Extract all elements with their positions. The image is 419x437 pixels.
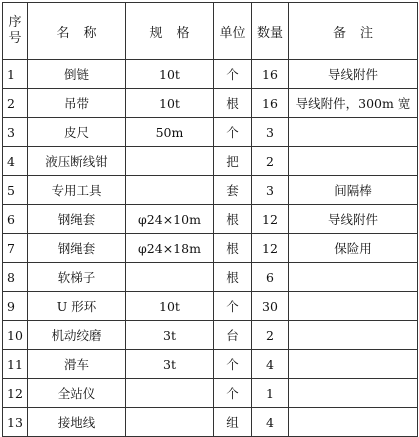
cell-seq: 7 <box>3 234 28 263</box>
cell-remark: 导线附件 <box>289 205 418 234</box>
cell-unit: 个 <box>214 118 252 147</box>
cell-name: 机动绞磨 <box>28 321 126 350</box>
table-row <box>3 147 418 176</box>
cell-seq: 2 <box>3 89 28 118</box>
cell-name: 倒链 <box>28 60 126 89</box>
cell-qty: 1 <box>252 379 289 408</box>
cell-name: 吊带 <box>28 89 126 118</box>
cell-spec <box>126 263 214 292</box>
header-name: 名称 <box>28 3 126 60</box>
cell-unit: 把 <box>214 147 252 176</box>
table-row <box>3 321 418 350</box>
cell-qty: 3 <box>252 118 289 147</box>
cell-unit: 套 <box>214 176 252 205</box>
cell-spec: φ24×18m <box>126 234 214 263</box>
cell-qty: 30 <box>252 292 289 321</box>
table-row <box>3 205 418 234</box>
tools-table-container <box>2 2 418 437</box>
cell-qty: 16 <box>252 60 289 89</box>
cell-spec: 3t <box>126 321 214 350</box>
cell-remark <box>289 118 418 147</box>
cell-remark <box>289 147 418 176</box>
header-remark: 备注 <box>289 3 418 60</box>
table-row <box>3 234 418 263</box>
table-row <box>3 89 418 118</box>
cell-qty: 4 <box>252 408 289 437</box>
table-row <box>3 176 418 205</box>
cell-remark <box>289 408 418 437</box>
table-row <box>3 292 418 321</box>
cell-spec: 10t <box>126 292 214 321</box>
cell-qty: 16 <box>252 89 289 118</box>
cell-spec <box>126 379 214 408</box>
cell-spec: φ24×10m <box>126 205 214 234</box>
cell-unit: 台 <box>214 321 252 350</box>
cell-remark <box>289 350 418 379</box>
tools-table <box>2 2 418 437</box>
cell-spec <box>126 176 214 205</box>
cell-name: 皮尺 <box>28 118 126 147</box>
cell-remark <box>289 292 418 321</box>
cell-name: 滑车 <box>28 350 126 379</box>
cell-spec <box>126 408 214 437</box>
cell-name: 全站仪 <box>28 379 126 408</box>
cell-seq: 11 <box>3 350 28 379</box>
cell-spec: 10t <box>126 60 214 89</box>
cell-name: 液压断线钳 <box>28 147 126 176</box>
cell-seq: 4 <box>3 147 28 176</box>
cell-spec <box>126 147 214 176</box>
cell-name: 软梯子 <box>28 263 126 292</box>
cell-seq: 8 <box>3 263 28 292</box>
cell-qty: 3 <box>252 176 289 205</box>
cell-unit: 个 <box>214 350 252 379</box>
cell-name: 钢绳套 <box>28 205 126 234</box>
cell-remark: 导线附件，300m 宽 <box>289 89 418 118</box>
table-row <box>3 379 418 408</box>
cell-name: 钢绳套 <box>28 234 126 263</box>
header-unit: 单位 <box>214 3 252 60</box>
table-row <box>3 263 418 292</box>
cell-unit: 个 <box>214 292 252 321</box>
cell-unit: 个 <box>214 60 252 89</box>
header-seq-line1: 序 <box>8 15 22 30</box>
cell-qty: 12 <box>252 234 289 263</box>
cell-remark <box>289 263 418 292</box>
header-qty: 数量 <box>252 3 289 60</box>
table-row <box>3 408 418 437</box>
cell-spec: 10t <box>126 89 214 118</box>
cell-unit: 根 <box>214 234 252 263</box>
cell-remark: 导线附件 <box>289 60 418 89</box>
cell-name: 接地线 <box>28 408 126 437</box>
cell-remark: 保险用 <box>289 234 418 263</box>
table-row <box>3 118 418 147</box>
table-row <box>3 350 418 379</box>
cell-seq: 6 <box>3 205 28 234</box>
cell-remark: 间隔棒 <box>289 176 418 205</box>
table-row <box>3 60 418 89</box>
header-row <box>3 3 418 60</box>
cell-qty: 12 <box>252 205 289 234</box>
cell-seq: 5 <box>3 176 28 205</box>
cell-unit: 个 <box>214 379 252 408</box>
cell-qty: 4 <box>252 350 289 379</box>
cell-remark <box>289 321 418 350</box>
header-seq <box>3 3 28 60</box>
cell-name: 专用工具 <box>28 176 126 205</box>
cell-seq: 3 <box>3 118 28 147</box>
cell-seq: 12 <box>3 379 28 408</box>
cell-name: U 形环 <box>28 292 126 321</box>
cell-spec: 50m <box>126 118 214 147</box>
header-seq-line2: 号 <box>8 31 22 46</box>
cell-remark <box>289 379 418 408</box>
cell-seq: 10 <box>3 321 28 350</box>
cell-seq: 9 <box>3 292 28 321</box>
cell-unit: 根 <box>214 205 252 234</box>
cell-unit: 组 <box>214 408 252 437</box>
cell-seq: 13 <box>3 408 28 437</box>
cell-unit: 根 <box>214 89 252 118</box>
header-spec: 规格 <box>126 3 214 60</box>
cell-seq: 1 <box>3 60 28 89</box>
cell-unit: 根 <box>214 263 252 292</box>
cell-qty: 6 <box>252 263 289 292</box>
cell-spec: 3t <box>126 350 214 379</box>
cell-qty: 2 <box>252 321 289 350</box>
cell-qty: 2 <box>252 147 289 176</box>
